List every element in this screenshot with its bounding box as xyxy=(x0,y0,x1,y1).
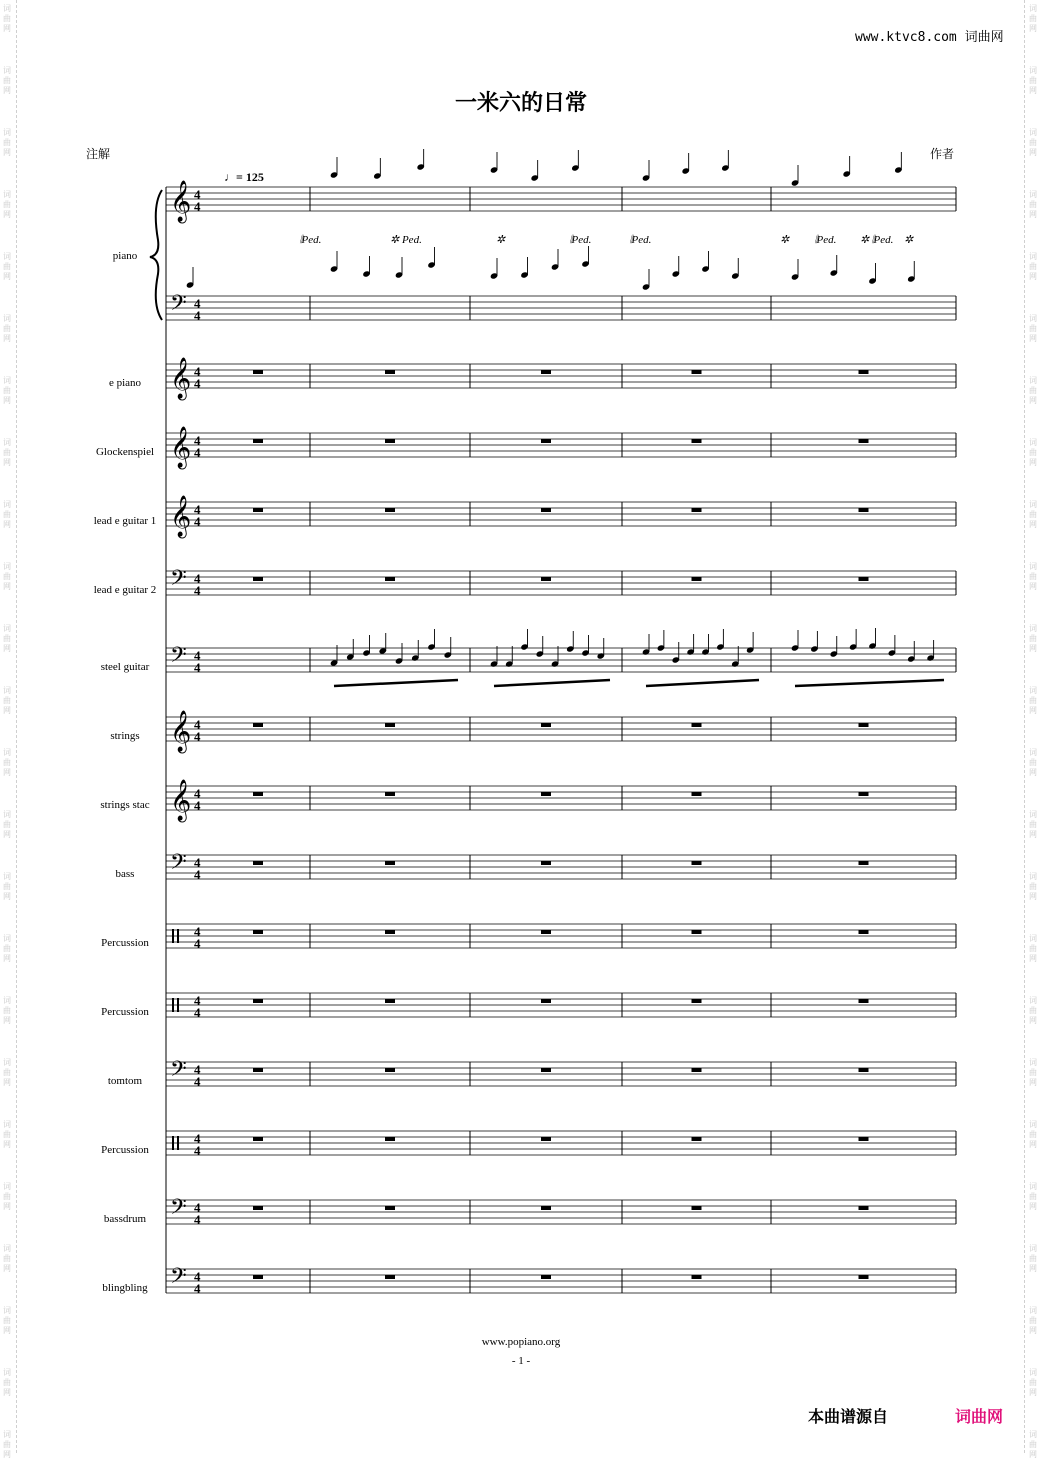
time-signature-top: 4 xyxy=(194,1269,201,1284)
bass-clef: 𝄢 xyxy=(170,643,187,673)
whole-rest xyxy=(541,370,551,374)
time-signature-top: 4 xyxy=(194,993,201,1008)
time-signature-bottom: 4 xyxy=(194,445,201,460)
instrument-label: bassdrum xyxy=(103,1213,147,1225)
whole-rest xyxy=(253,508,263,512)
right-watermark-strip: 词 曲 网 词 曲 网 词 曲 网 词 曲 网 词 曲 网 词 曲 网 词 曲 网 词 曲 网 词 曲 网 词 曲 网 词 曲 网 词 曲 网 词 曲 网 词 曲 网 词 曲 网 词 曲 网 词 曲 网 词 曲 网 词 曲 网 词 曲 网 词 曲 网 词 曲 网 词 曲 网 词 曲 网 xyxy=(1029,4,1037,1459)
whole-rest xyxy=(541,723,551,727)
whole-rest xyxy=(692,1275,702,1279)
time-signature-top: 4 xyxy=(194,855,201,870)
time-signature-bottom: 4 xyxy=(194,1074,201,1089)
time-signature-top: 4 xyxy=(194,433,201,448)
whole-rest xyxy=(385,930,395,934)
source-brand: 词曲网 xyxy=(955,1407,1004,1426)
instrument-label: strings stac xyxy=(100,799,150,811)
annotation-label: 注解 xyxy=(86,147,111,161)
whole-rest xyxy=(253,792,263,796)
treble-clef: 𝄞 xyxy=(170,181,192,222)
whole-rest xyxy=(253,930,263,934)
header-site-text: www.ktvc8.com 词曲网 xyxy=(855,30,1004,45)
whole-rest xyxy=(253,439,263,443)
whole-rest xyxy=(541,999,551,1003)
time-signature-bottom: 4 xyxy=(194,867,201,882)
whole-rest xyxy=(253,577,263,581)
whole-rest xyxy=(385,792,395,796)
time-signature-top: 4 xyxy=(194,717,201,732)
whole-rest xyxy=(541,508,551,512)
whole-rest xyxy=(859,577,869,581)
pedal-mark: 𝄁Ped. xyxy=(570,234,592,246)
time-signature-bottom: 4 xyxy=(194,729,201,744)
whole-rest xyxy=(541,1275,551,1279)
steel-guitar-beam xyxy=(494,680,610,686)
whole-rest xyxy=(859,1137,869,1141)
percussion-clef xyxy=(177,1136,179,1150)
whole-rest xyxy=(541,1068,551,1072)
time-signature-bottom: 4 xyxy=(194,1005,201,1020)
time-signature-bottom: 4 xyxy=(194,936,201,951)
whole-rest xyxy=(692,370,702,374)
percussion-clef xyxy=(172,1136,174,1150)
whole-rest xyxy=(859,861,869,865)
whole-rest xyxy=(253,1068,263,1072)
instrument-label: Percussion xyxy=(101,1006,149,1018)
whole-rest xyxy=(253,1137,263,1141)
whole-rest xyxy=(385,1275,395,1279)
treble-clef: 𝄞 xyxy=(170,427,192,468)
source-label: 本曲谱源自 xyxy=(808,1407,889,1426)
whole-rest xyxy=(253,999,263,1003)
whole-rest xyxy=(385,1137,395,1141)
whole-rest xyxy=(692,930,702,934)
whole-rest xyxy=(385,370,395,374)
time-signature-top: 4 xyxy=(194,571,201,586)
instrument-label: piano xyxy=(112,250,138,262)
whole-rest xyxy=(859,930,869,934)
steel-guitar-beam xyxy=(795,680,944,686)
instrument-label: Percussion xyxy=(101,1144,149,1156)
whole-rest xyxy=(541,1137,551,1141)
instrument-label: e piano xyxy=(108,377,142,389)
whole-rest xyxy=(253,1206,263,1210)
pedal-mark: ✲ Ped. xyxy=(390,234,422,246)
whole-rest xyxy=(859,1275,869,1279)
whole-rest xyxy=(541,861,551,865)
steel-guitar-beam xyxy=(646,680,759,686)
percussion-clef xyxy=(172,998,174,1012)
bass-clef: 𝄢 xyxy=(170,850,187,880)
piano-brace xyxy=(150,190,162,320)
whole-rest xyxy=(253,723,263,727)
instrument-label: tomtom xyxy=(107,1075,143,1087)
time-signature-top: 4 xyxy=(194,648,201,663)
whole-rest xyxy=(385,508,395,512)
whole-rest xyxy=(385,999,395,1003)
time-signature-bottom: 4 xyxy=(194,660,201,675)
whole-rest xyxy=(859,723,869,727)
whole-rest xyxy=(692,723,702,727)
instrument-label: Percussion xyxy=(101,937,149,949)
time-signature-top: 4 xyxy=(194,296,201,311)
bass-clef: 𝄢 xyxy=(170,1057,187,1087)
whole-rest xyxy=(859,999,869,1003)
whole-rest xyxy=(859,439,869,443)
bass-clef: 𝄢 xyxy=(170,566,187,596)
whole-rest xyxy=(385,1206,395,1210)
time-signature-bottom: 4 xyxy=(194,1281,201,1296)
instrument-label: strings xyxy=(110,730,140,742)
whole-rest xyxy=(692,999,702,1003)
time-signature-top: 4 xyxy=(194,1131,201,1146)
tempo-marking: ♩= 125 xyxy=(224,170,264,184)
whole-rest xyxy=(385,577,395,581)
whole-rest xyxy=(692,1068,702,1072)
time-signature-bottom: 4 xyxy=(194,798,201,813)
bass-clef: 𝄢 xyxy=(170,1195,187,1225)
treble-clef: 𝄞 xyxy=(170,780,192,821)
time-signature-top: 4 xyxy=(194,502,201,517)
whole-rest xyxy=(541,439,551,443)
whole-rest xyxy=(859,370,869,374)
treble-clef: 𝄞 xyxy=(170,711,192,752)
time-signature-top: 4 xyxy=(194,786,201,801)
instrument-label: bass xyxy=(115,868,135,880)
whole-rest xyxy=(253,1275,263,1279)
whole-rest xyxy=(859,508,869,512)
pedal-mark: 𝄁Ped. xyxy=(630,234,652,246)
whole-rest xyxy=(541,1206,551,1210)
instrument-label: blingbling xyxy=(102,1282,148,1294)
pedal-mark: ✲ xyxy=(780,234,790,246)
whole-rest xyxy=(692,792,702,796)
instrument-label: lead e guitar 1 xyxy=(93,515,157,527)
whole-rest xyxy=(692,1206,702,1210)
pedal-mark: 𝄁Ped. xyxy=(815,234,837,246)
instrument-label: Glockenspiel xyxy=(95,446,155,458)
left-watermark-strip: 词 曲 网 词 曲 网 词 曲 网 词 曲 网 词 曲 网 词 曲 网 词 曲 网 词 曲 网 词 曲 网 词 曲 网 词 曲 网 词 曲 网 词 曲 网 词 曲 网 词 曲 网 词 曲 网 词 曲 网 词 曲 网 词 曲 网 词 曲 网 词 曲 网 词 曲 网 词 曲 网 词 曲 网 xyxy=(3,4,11,1459)
whole-rest xyxy=(692,439,702,443)
time-signature-top: 4 xyxy=(194,364,201,379)
whole-rest xyxy=(385,723,395,727)
whole-rest xyxy=(385,861,395,865)
time-signature-bottom: 4 xyxy=(194,1143,201,1158)
footer-url: www.popiano.org xyxy=(481,1336,561,1348)
percussion-clef xyxy=(172,929,174,943)
whole-rest xyxy=(859,792,869,796)
time-signature-bottom: 4 xyxy=(194,514,201,529)
percussion-clef xyxy=(177,998,179,1012)
time-signature-bottom: 4 xyxy=(194,1212,201,1227)
time-signature-top: 4 xyxy=(194,187,201,202)
whole-rest xyxy=(541,577,551,581)
whole-rest xyxy=(253,370,263,374)
time-signature-top: 4 xyxy=(194,924,201,939)
whole-rest xyxy=(692,1137,702,1141)
whole-rest xyxy=(692,577,702,581)
pedal-mark: ✲ 𝄁Ped. xyxy=(860,234,894,246)
pedal-mark: ✲ xyxy=(496,234,506,246)
composer-label: 作者 xyxy=(930,147,955,161)
whole-rest xyxy=(541,930,551,934)
whole-rest xyxy=(859,1206,869,1210)
whole-rest xyxy=(859,1068,869,1072)
treble-clef: 𝄞 xyxy=(170,358,192,399)
pedal-mark: 𝄁Ped. xyxy=(300,234,322,246)
whole-rest xyxy=(541,792,551,796)
time-signature-top: 4 xyxy=(194,1062,201,1077)
steel-guitar-beam xyxy=(334,680,458,686)
whole-rest xyxy=(385,439,395,443)
time-signature-bottom: 4 xyxy=(194,199,201,214)
time-signature-top: 4 xyxy=(194,1200,201,1215)
bass-clef: 𝄢 xyxy=(170,1264,187,1294)
bass-clef: 𝄢 xyxy=(170,291,187,321)
instrument-label: steel guitar xyxy=(100,661,150,673)
pedal-mark: ✲ xyxy=(904,234,914,246)
page-title: 一米六的日常 xyxy=(454,91,587,116)
time-signature-bottom: 4 xyxy=(194,583,201,598)
whole-rest xyxy=(253,861,263,865)
whole-rest xyxy=(692,508,702,512)
page-number: - 1 - xyxy=(511,1355,531,1367)
instrument-label: lead e guitar 2 xyxy=(93,584,157,596)
percussion-clef xyxy=(177,929,179,943)
treble-clef: 𝄞 xyxy=(170,496,192,537)
time-signature-bottom: 4 xyxy=(194,376,201,391)
whole-rest xyxy=(385,1068,395,1072)
whole-rest xyxy=(692,861,702,865)
time-signature-bottom: 4 xyxy=(194,308,201,323)
